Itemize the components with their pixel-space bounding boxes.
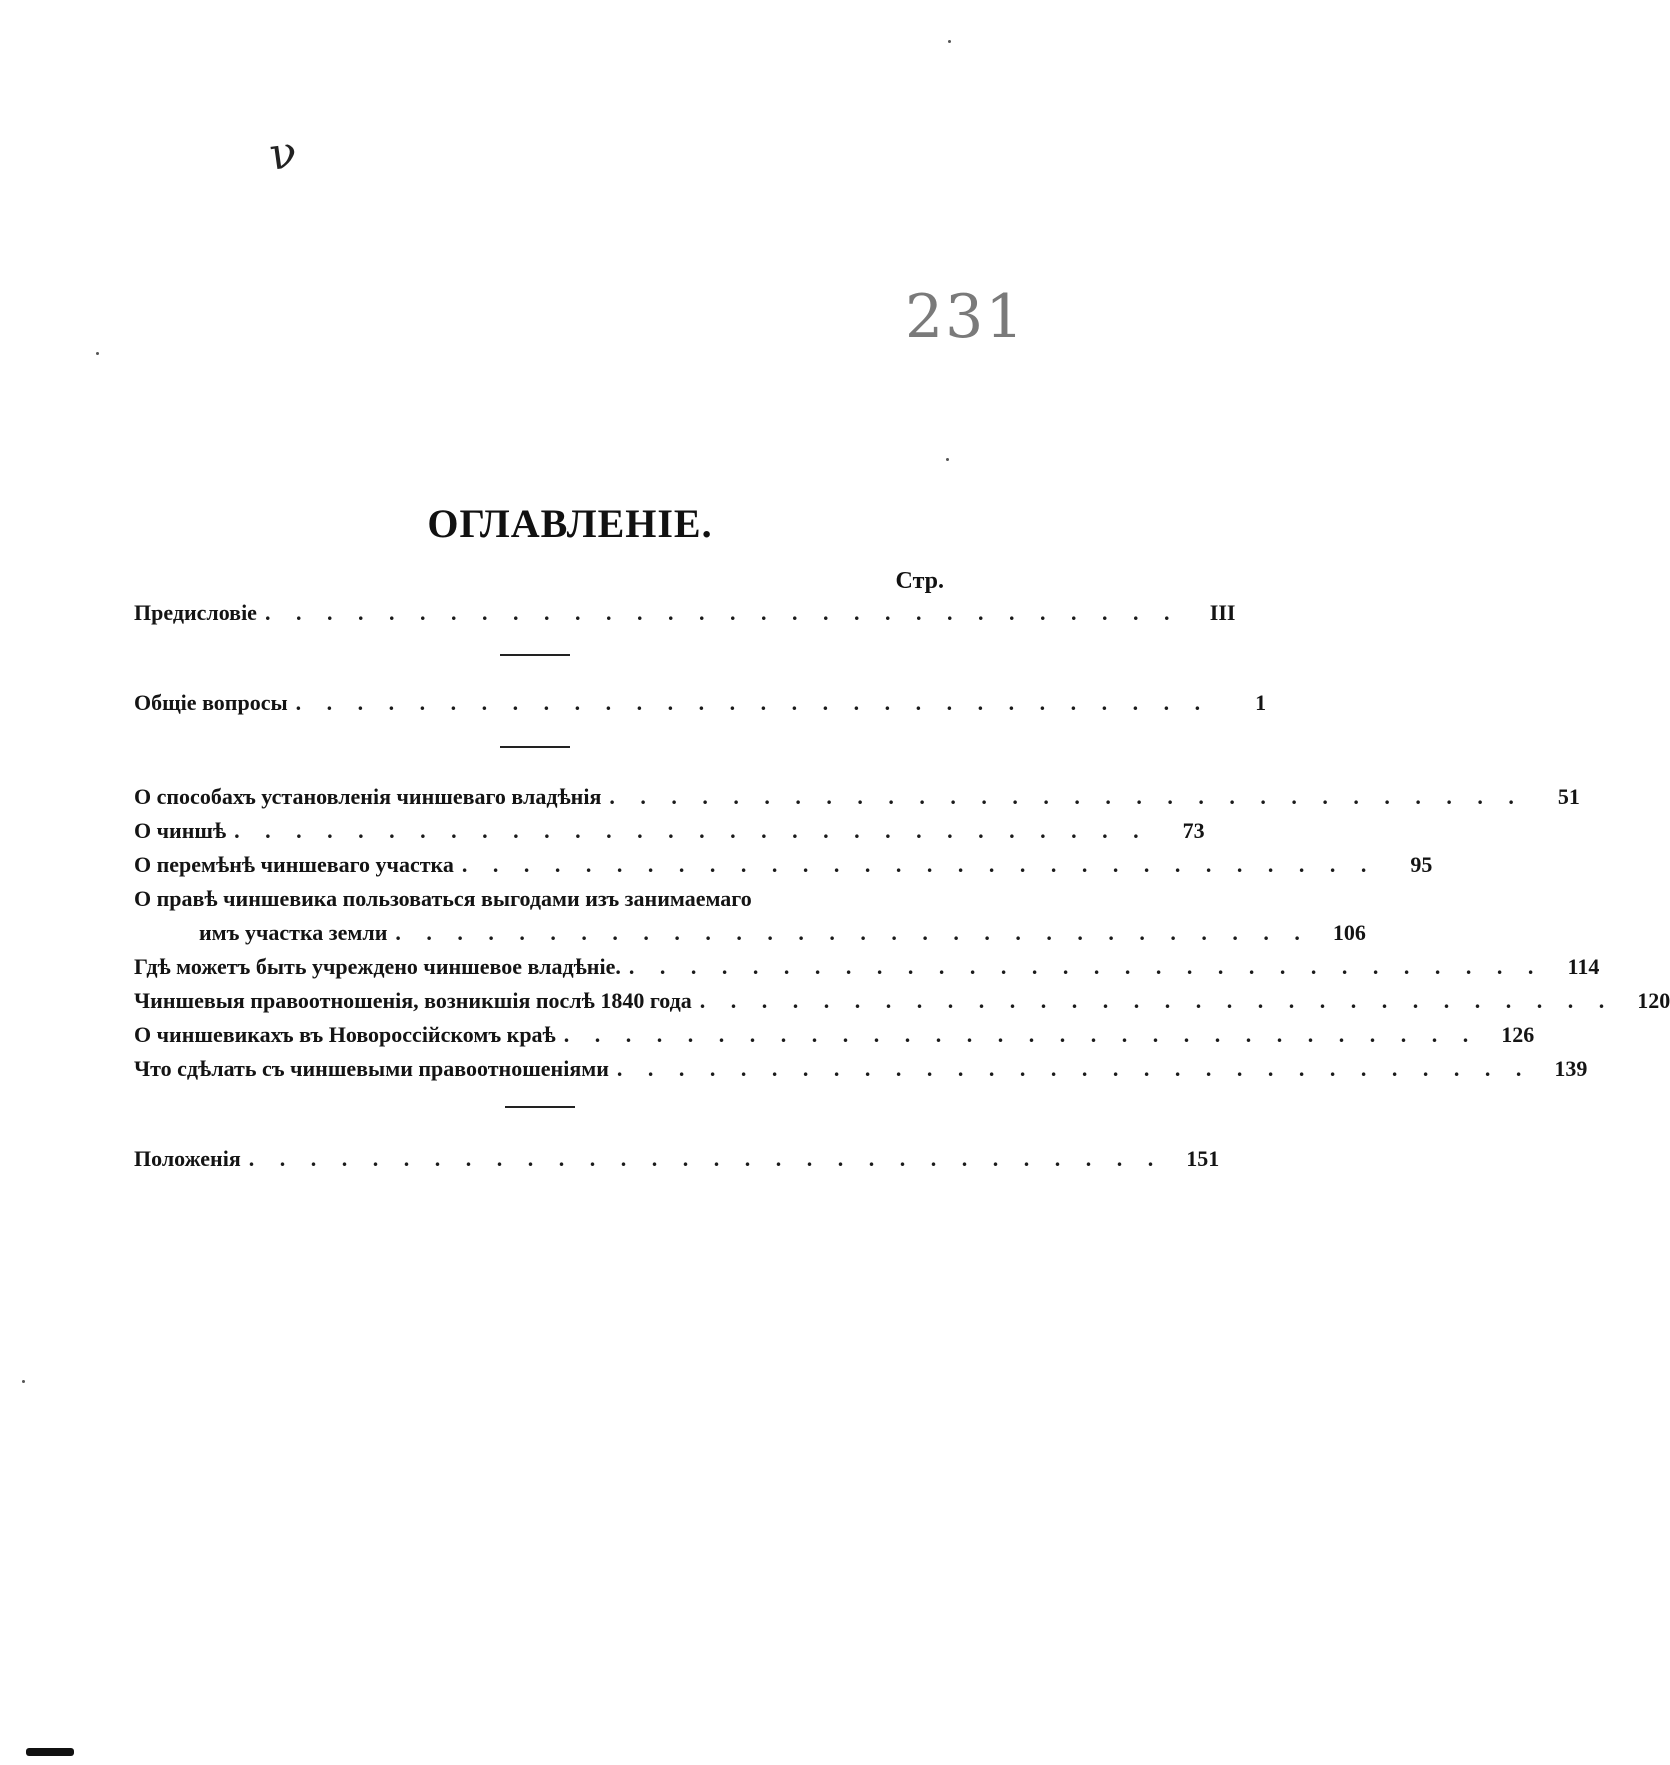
dot-leader: . . . . . . . . . . . . . . . . . . . . . . . . . . . . . . [616,1056,1532,1081]
toc-entry-where-established[interactable] [134,954,1600,988]
toc-entry-label: Что сдѣлать съ чиншевыми правоотношеніями [134,1056,609,1081]
toc-entry-label: О правѣ чиншевика пользоваться выгодами изъ занимаемаго [134,886,752,911]
toc-entry-provisions[interactable] [134,1146,1220,1180]
toc-entry-label: Гдѣ можетъ быть учреждено чиншевое владѣніе. [134,954,621,979]
toc-entry-label: Положенія [134,1146,241,1171]
section-divider [500,746,570,748]
toc-entry-what-to-do[interactable] [134,1056,1588,1090]
toc-entry-page: 126 [1501,1022,1535,1047]
section-divider [500,654,570,656]
toc-entry-page: 95 [1410,852,1433,877]
toc-entry-page: 106 [1332,920,1366,945]
toc-entry-page: 114 [1567,954,1600,979]
scan-speck [22,1380,25,1383]
toc-entry-page: 73 [1182,818,1205,843]
toc-entry-after-1840[interactable] [134,988,1670,1022]
handwritten-mark: ν [266,126,301,181]
toc-entry-page: 139 [1554,1056,1588,1081]
dot-leader: . . . . . . . . . . . . . . . . . . . . . . . . . . . . . . [609,784,1524,809]
toc-entry-page: 51 [1557,784,1580,809]
shelfmark-number: 231 [905,282,1026,352]
toc-entry-page: 120 [1637,988,1670,1013]
toc-entry-establishment[interactable] [134,784,1580,818]
toc-entry-label: О способахъ установленія чиншеваго владѣнія [134,784,602,809]
toc-entry-label: О чиншевикахъ въ Новороссійскомъ краѣ [134,1022,556,1047]
toc-entry-label: Чиншевыя правоотношенія, возникшія послѣ 1840 года [134,988,692,1013]
dot-leader: . . . . . . . . . . . . . . . . . . . . . . . . . . . . . . [295,690,1211,715]
dot-leader: . . . . . . . . . . . . . . . . . . . . . . . . . . . . . . [563,1022,1479,1047]
toc-entry-general-questions[interactable] [134,690,1267,724]
section-divider [505,1106,575,1108]
scan-speck [96,352,99,355]
dot-leader: . . . . . . . . . . . . . . . . . . . . . . . . . . . . . . [264,600,1180,625]
toc-entry-chinsh[interactable] [134,818,1205,852]
toc-entry-label: Общіе вопросы [134,690,288,715]
scan-speck [948,40,951,43]
toc-entry-novorossiya[interactable] [134,1022,1535,1056]
dot-leader: . . . . . . . . . . . . . . . . . . . . . . . . . . . . . . [699,988,1615,1013]
toc-entry-label: О чиншѣ [134,818,227,843]
dot-leader: . . . . . . . . . . . . . . . . . . . . . . . . . . . . . . [234,818,1149,843]
scan-speck [946,458,949,461]
page-title: ОГЛАВЛЕНІЕ. [427,501,713,546]
toc-entry-label: О перемѣнѣ чиншеваго участка [134,852,454,877]
dot-leader: . . . . . . . . . . . . . . . . . . . . . . . . . . . . . . [461,852,1377,877]
toc-entry-label: имъ участка земли [199,920,388,945]
toc-entry-preface[interactable] [134,600,1236,634]
toc-entry-plot-change[interactable] [134,852,1433,886]
toc-entry-rights-line2[interactable] [199,920,1366,954]
dot-leader: . . . . . . . . . . . . . . . . . . . . . . . . . . . . . . [248,1146,1164,1171]
scan-artifact [26,1748,74,1756]
page-column-label: Стр. [895,568,944,594]
dot-leader: . . . . . . . . . . . . . . . . . . . . . . . . . . . . . . [395,920,1310,945]
toc-entry-rights-line1[interactable] [134,886,944,916]
toc-entry-page: 151 [1186,1146,1220,1171]
toc-entry-page: III [1209,600,1236,625]
dot-leader: . . . . . . . . . . . . . . . . . . . . . . . . . . . . . . [628,954,1544,979]
toc-entry-page: 1 [1255,690,1267,715]
toc-entry-label: Предисловіе [134,600,257,625]
